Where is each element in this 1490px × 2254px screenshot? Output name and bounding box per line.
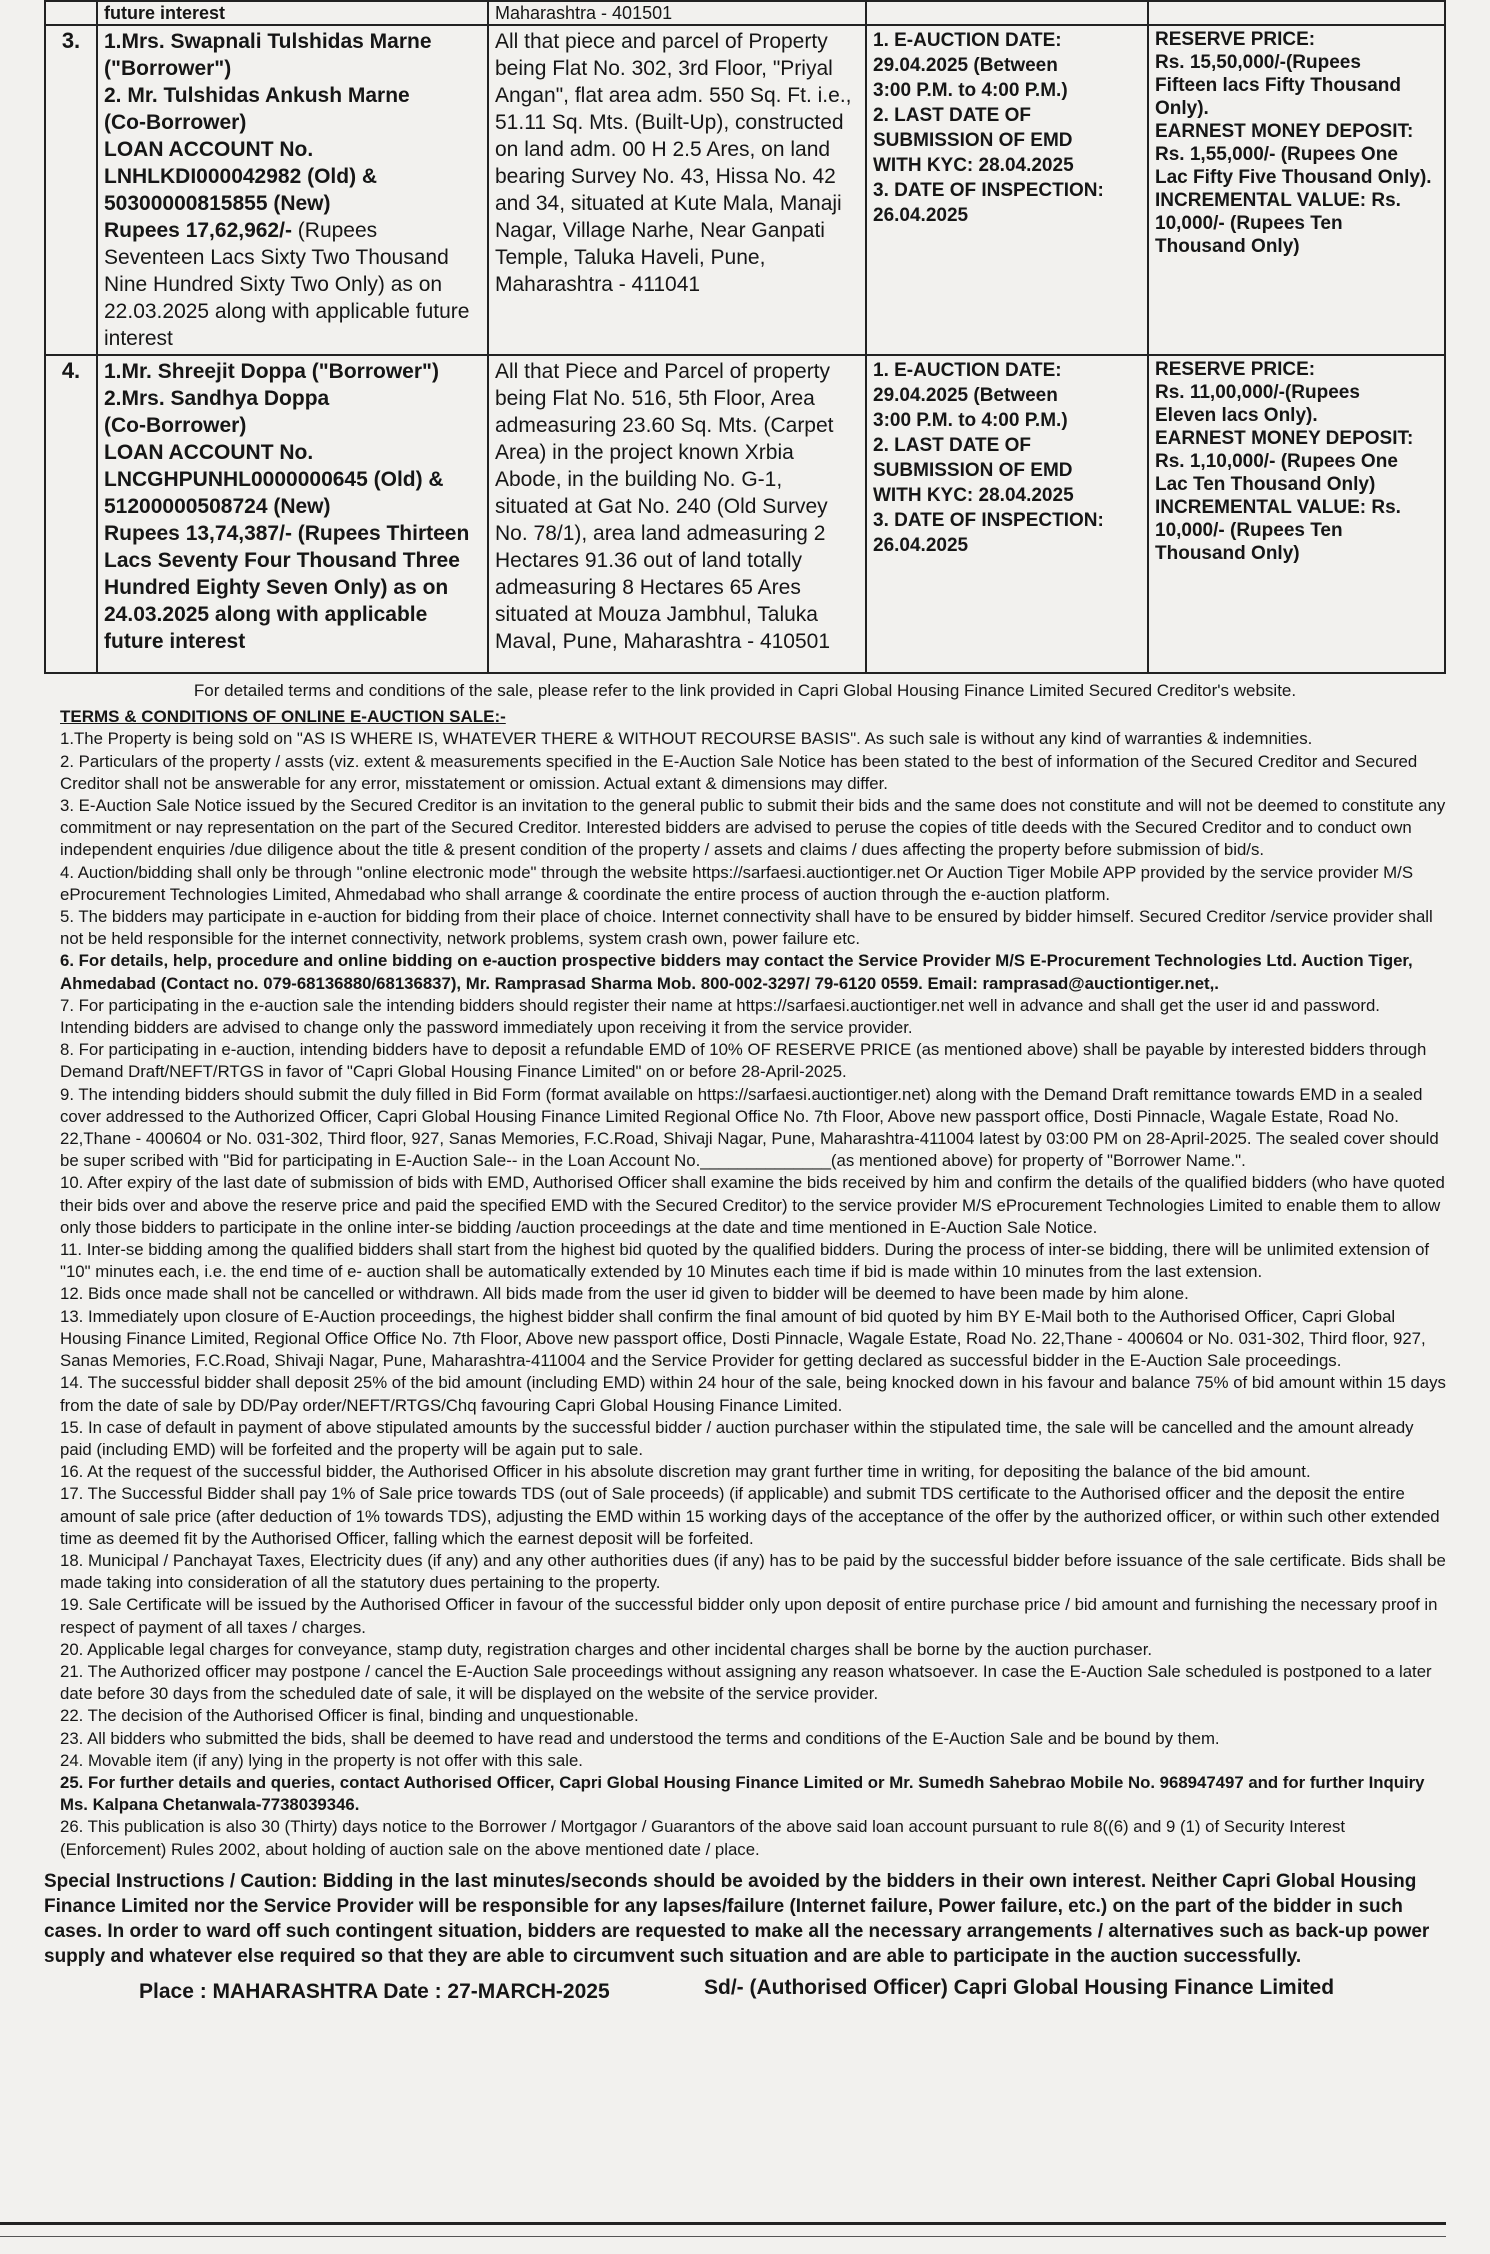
term-item: 20. Applicable legal charges for conveyance, stamp duty, registration charges and other incidental charges shall be borne by the auction purchaser.: [60, 1639, 1153, 1659]
serial-number: 3.: [45, 25, 97, 355]
term-item: 1.The Property is being sold on "AS IS WHERE IS, WHATEVER THERE & WITHOUT RECOURSE BASIS". As such sale is without any kind of warranties & indemnities.: [60, 729, 1313, 749]
reserve-price-details: RESERVE PRICE: Rs. 11,00,000/-(Rupees Eleven lacs Only). EARNEST MONEY DEPOSIT: Rs. 1,10,000/- (Rupees One Lac Ten Thousand Only) INCREMENTAL VALUE: Rs. 10,000/- (Rupees Ten Thousand Only): [1148, 355, 1445, 673]
terms-section: [44, 680, 1446, 2011]
term-item: 14. The successful bidder shall deposit 25% of the bid amount (including EMD) within 24 hour of the sale, being knocked down in his favour and balance 75% of bid amount within 15 days from the date of sale by DD/Pay order/NEFT/RTGS/Chq favouring Capri Global Housing Finance Limited.: [60, 1373, 1446, 1415]
term-item: 13. Immediately upon closure of E-Auction proceedings, the highest bidder shall confirm the final amount of bid quoted by him BY E-Mail both to the Authorised Officer, Capri Global Housing Finance Limited, Regional Office Office No. 7th Floor, Above new passport office, Dosti Pinnacle, Wagale Estate, Road No. 22,Thane - 400604 or No. 031-302, Third floor, 927, Sanas Memories, F.C.Road, Shivaji Nagar, Pune, Maharashtra-411004 and the Service Provider for getting declared as successful bidder in the E-Auction Sale proceedings.: [60, 1306, 1426, 1371]
signature-line: Sd/- (Authorised Officer) Capri Global Housing Finance Limited: [704, 1975, 1335, 1999]
term-item: 9. The intending bidders should submit the duly filled in Bid Form (format available on https://sarfaesi.auctiontiger.net) along with the Demand Draft remittance towards EMD in a sealed cover addressed to the Authorized Officer, Capri Global Housing Finance Limited Regional Office No. 7th Floor, Above new passport office, Dosti Pinnacle, Wagale Estate, Road No. 22,Thane - 400604 or No. 031-302, Third floor, 927, Sanas Memories, F.C.Road, Shivaji Nagar, Pune, Maharashtra-411004 latest by 03:00 PM on 28-April-2025. The sealed cover should be super scribed with "Bid for participating in E-Auction Sale-- in the Loan Account No.______________(as mentioned above) for property of "Borrower Name.".: [60, 1084, 1439, 1171]
term-item: 2. Particulars of the property / assts (viz. extent & measurements specified in the E-Auction Sale Notice has been stated to the best of information of the Secured Creditor and Secured Creditor shall not be answerable for any error, misstatement or omission. Actual extant & dimensions may differ.: [60, 751, 1418, 793]
outstanding-amount: Rupees 13,74,387/- (Rupees Thirteen Lacs Seventy Four Thousand Three Hundred Eighty Seven Only) as on 24.03.2025 along with applicable future interest: [104, 522, 470, 653]
borrower-line: (Co-Borrower): [104, 414, 247, 437]
term-item: 17. The Successful Bidder shall pay 1% of Sale price towards TDS (out of Sale proceeds) (if applicable) and submit TDS certificate to the Authorised officer and the deposit the entire amount of sale price (after deduction of 1% towards TDS), adjusting the EMD within 15 working days of the acceptance of the offer by the authorized officer, or within such other extended time as deemed fit by the Authorised Officer, falling which the earnest deposit will be forfeited.: [60, 1484, 1440, 1548]
term-item: 3. E-Auction Sale Notice issued by the Secured Creditor is an invitation to the general public to submit their bids and the same does not constitute and will not be deemed to constitute any commitment or nay representation on the part of the Secured Creditor. Interested bidders are advised to peruse the copies of title deeds with the Secured Creditor and to conduct own independent enquiries /due diligence about the title & present condition of the property / assets and claims / dues affecting the property before submission of bid/s.: [60, 796, 1446, 860]
loan-account-old: LNCGHPUNHL0000000645 (Old) &: [104, 468, 444, 491]
loan-account-new: 50300000815855 (New): [104, 192, 331, 215]
serial-number: 4.: [45, 355, 97, 673]
term-item: 7. For participating in the e-auction sale the intending bidders should register their name at https://sarfaesi.auctiontiger.net well in advance and shall get the user id and password. Intending bidders are advised to change only the password immediately upon receiving it from the service provider.: [60, 995, 1380, 1038]
property-description: All that piece and parcel of Property being Flat No. 302, 3rd Floor, "Priyal Angan", flat area adm. 550 Sq. Ft. i.e., 51.11 Sq. Mts. (Built-Up), constructed on land adm. 00 H 2.5 Ares, on land bearing Survey No. 43, Hissa No. 42 and 34, situated at Kute Mala, Manaji Nagar, Village Narhe, Near Ganpati Temple, Taluka Haveli, Pune, Maharashtra - 411041: [488, 25, 866, 355]
auction-notice-page: [44, 0, 1446, 2254]
term-item: 11. Inter-se bidding among the qualified bidders shall start from the highest bid quoted by the qualified bidders. During the process of inter-se bidding, there will be unlimited extension of "10" minutes each, i.e. the end time of e- auction shall be automatically extended by 10 Minutes each time if bid is made within 10 minutes from the last extension.: [60, 1240, 1430, 1282]
borrower-line: LOAN ACCOUNT No.: [104, 441, 314, 464]
borrower-details: [97, 25, 488, 355]
borrower-line: (Co-Borrower): [104, 111, 247, 134]
term-item: 26. This publication is also 30 (Thirty) days notice to the Borrower / Mortgagor / Guarantors of the above said loan account pursuant to rule 8((6) and 9 (1) of Security Interest (Enforcement) Rules 2002, about holding of auction sale on the above mentioned date / place.: [60, 1817, 1346, 1859]
term-item: 10. After expiry of the last date of submission of bids with EMD, Authorised Officer shall examine the bids received by him and confirm the details of the qualified bidders (who have quoted their bids over and above the reserve price and paid the specified EMD with the Secured Creditor) to the service provider M/S eProcurement Technologies Limited to enable them to allow only those bidders to participate in the online inter-se bidding /auction proceedings at the date and time mentioned in E-Auction Sale Notice.: [60, 1173, 1445, 1237]
notice-footer: [44, 1977, 1446, 2011]
term-item: 15. In case of default in payment of above stipulated amounts by the successful bidder / auction purchaser within the stipulated time, the sale will be cancelled and the amount already paid (including EMD) will be forfeited and the property will be again put to sale.: [60, 1417, 1414, 1459]
reserve-price-details: RESERVE PRICE: Rs. 15,50,000/-(Rupees Fifteen lacs Fifty Thousand Only). EARNEST MONEY DEPOSIT: Rs. 1,55,000/- (Rupees One Lac Fifty Five Thousand Only). INCREMENTAL VALUE: Rs. 10,000/- (Rupees Ten Thousand Only): [1148, 25, 1445, 355]
table-row: [45, 25, 1445, 355]
term-item: 23. All bidders who submitted the bids, shall be deemed to have read and understood the terms and conditions of the E-Auction Sale and be bound by them.: [60, 1728, 1220, 1748]
previous-row-tail: future interest: [97, 1, 488, 25]
previous-row-address-tail: Maharashtra - 401501: [488, 1, 866, 25]
terms-list: [44, 728, 1446, 1860]
loan-account-old: LNHLKDI000042982 (Old) &: [104, 165, 378, 188]
term-item: 25. For further details and queries, contact Authorised Officer, Capri Global Housing Finance Limited or Mr. Sumedh Sahebrao Mobile No. 968947497 and for further Inquiry Ms. Kalpana Chetanwala-7738039346.: [60, 1772, 1425, 1815]
auction-dates: 1. E-AUCTION DATE: 29.04.2025 (Between 3:00 P.M. to 4:00 P.M.) 2. LAST DATE OF SUBMISSION OF EMD WITH KYC: 28.04.2025 3. DATE OF INSPECTION: 26.04.2025: [866, 355, 1148, 673]
term-item: 5. The bidders may participate in e-auction for bidding from their place of choice. Internet connectivity shall have to be ensured by bidder himself. Secured Creditor /service provider shall not be held responsible for the internet connectivity, network problems, system crash own, power failure etc.: [60, 907, 1433, 949]
outstanding-amount: Rupees 17,62,962/- (Rupees Seventeen Lacs Sixty Two Thousand Nine Hundred Sixty Two Only) as on 22.03.2025 along with applicable future interest: [104, 219, 470, 350]
term-item: 12. Bids once made shall not be cancelled or withdrawn. All bids made from the user id given to bidder will be deemed to have been made by him alone.: [60, 1284, 1189, 1304]
term-item: 22. The decision of the Authorised Officer is final, binding and unquestionable.: [60, 1706, 639, 1726]
terms-heading: TERMS & CONDITIONS OF ONLINE E-AUCTION SALE:-: [60, 707, 506, 727]
auction-dates: 1. E-AUCTION DATE: 29.04.2025 (Between 3:00 P.M. to 4:00 P.M.) 2. LAST DATE OF SUBMISSION OF EMD WITH KYC: 28.04.2025 3. DATE OF INSPECTION: 26.04.2025: [866, 25, 1148, 355]
intro-text: For detailed terms and conditions of the sale, please refer to the link provided in Capri Global Housing Finance Limited Secured Creditor's website.: [193, 681, 1297, 700]
borrower-line: ("Borrower"): [104, 57, 232, 80]
borrower-line: 1.Mrs. Swapnali Tulshidas Marne: [104, 30, 432, 53]
borrower-line: LOAN ACCOUNT No.: [104, 138, 314, 161]
term-item: 4. Auction/bidding shall only be through "online electronic mode" through the website https://sarfaesi.auctiontiger.net Or Auction Tiger Mobile APP provided by the service provider M/S eProcurement Technologies Limited, Ahmedabad who shall arrange & coordinate the entire process of auction through the e-auction platform.: [60, 862, 1414, 904]
special-instructions: Special Instructions / Caution: Bidding in the last minutes/seconds should be avoided by the bidders in their own interest. Neither Capri Global Housing Finance Limited nor the Service Provider will be responsible for any lapses/failure (Internet failure, Power failure, etc.) on the part of the bidder in such cases. In order to ward off such contingent situation, bidders are requested to make all the necessary arrangements / alternatives such as back-up power supply and whatever else required so that they are able to circumvent such situation and are able to participate in the auction successfully.: [44, 1870, 1430, 1967]
borrower-line: 1.Mr. Shreejit Doppa ("Borrower"): [104, 360, 439, 383]
term-item: 21. The Authorized officer may postpone / cancel the E-Auction Sale proceedings without assigning any reason whatsoever. In case the E-Auction Sale scheduled is postponed to a later date before 30 days from the scheduled date of sale, it will be displayed on the website of the service provider.: [60, 1661, 1432, 1704]
borrower-details: [97, 355, 488, 673]
borrower-line: 2. Mr. Tulshidas Ankush Marne: [104, 84, 410, 107]
borrower-line: 2.Mrs. Sandhya Doppa: [104, 387, 330, 410]
table-row: [45, 355, 1445, 673]
place-date: Place : MAHARASHTRA Date : 27-MARCH-2025: [139, 1979, 610, 2003]
bottom-rule: [0, 2222, 1446, 2225]
term-item: 16. At the request of the successful bidder, the Authorised Officer in his absolute discretion may grant further time in writing, for depositing the balance of the bid amount.: [60, 1462, 1311, 1482]
term-item: 19. Sale Certificate will be issued by the Authorised Officer in favour of the successful bidder only upon deposit of entire purchase price / bid amount and furnishing the necessary proof in respect of payment of all taxes / charges.: [60, 1595, 1438, 1637]
property-description: All that Piece and Parcel of property being Flat No. 516, 5th Floor, Area admeasuring 23.60 Sq. Mts. (Carpet Area) in the project known Xrbia Abode, in the building No. G-1, situated at Gat No. 240 (Old Survey No. 78/1), area land admeasuring 2 Hectares 91.36 out of land totally admeasuring 8 Hectares 65 Ares situated at Mouza Jambhul, Taluka Maval, Pune, Maharashtra - 410501: [488, 355, 866, 673]
bottom-rule-thin: [0, 2236, 1446, 2237]
table-row-previous: [45, 1, 1445, 25]
term-item: 18. Municipal / Panchayat Taxes, Electricity dues (if any) and any other authorities dues (if any) has to be paid by the successful bidder before issuance of the sale certificate. Bids shall be made taking into consideration of all the statutory dues pertaining to the property.: [60, 1550, 1446, 1593]
loan-account-new: 51200000508724 (New): [104, 495, 331, 518]
term-item: 6. For details, help, procedure and online bidding on e-auction prospective bidders may contact the Service Provider M/S E-Procurement Technologies Ltd. Auction Tiger, Ahmedabad (Contact no. 079-68136880/68136837), Mr. Ramprasad Sharma Mob. 800-002-3297/ 79-6120 0559. Email: ramprasad@auctiontiger.net,.: [60, 951, 1413, 993]
term-item: 24. Movable item (if any) lying in the property is not offer with this sale.: [60, 1750, 583, 1770]
auction-table: [44, 0, 1446, 674]
term-item: 8. For participating in e-auction, intending bidders have to deposit a refundable EMD of 10% OF RESERVE PRICE (as mentioned above) shall be payable by interested bidders through Demand Draft/NEFT/RTGS in favor of "Capri Global Housing Finance Limited" on or before 28-April-2025.: [60, 1040, 1427, 1082]
